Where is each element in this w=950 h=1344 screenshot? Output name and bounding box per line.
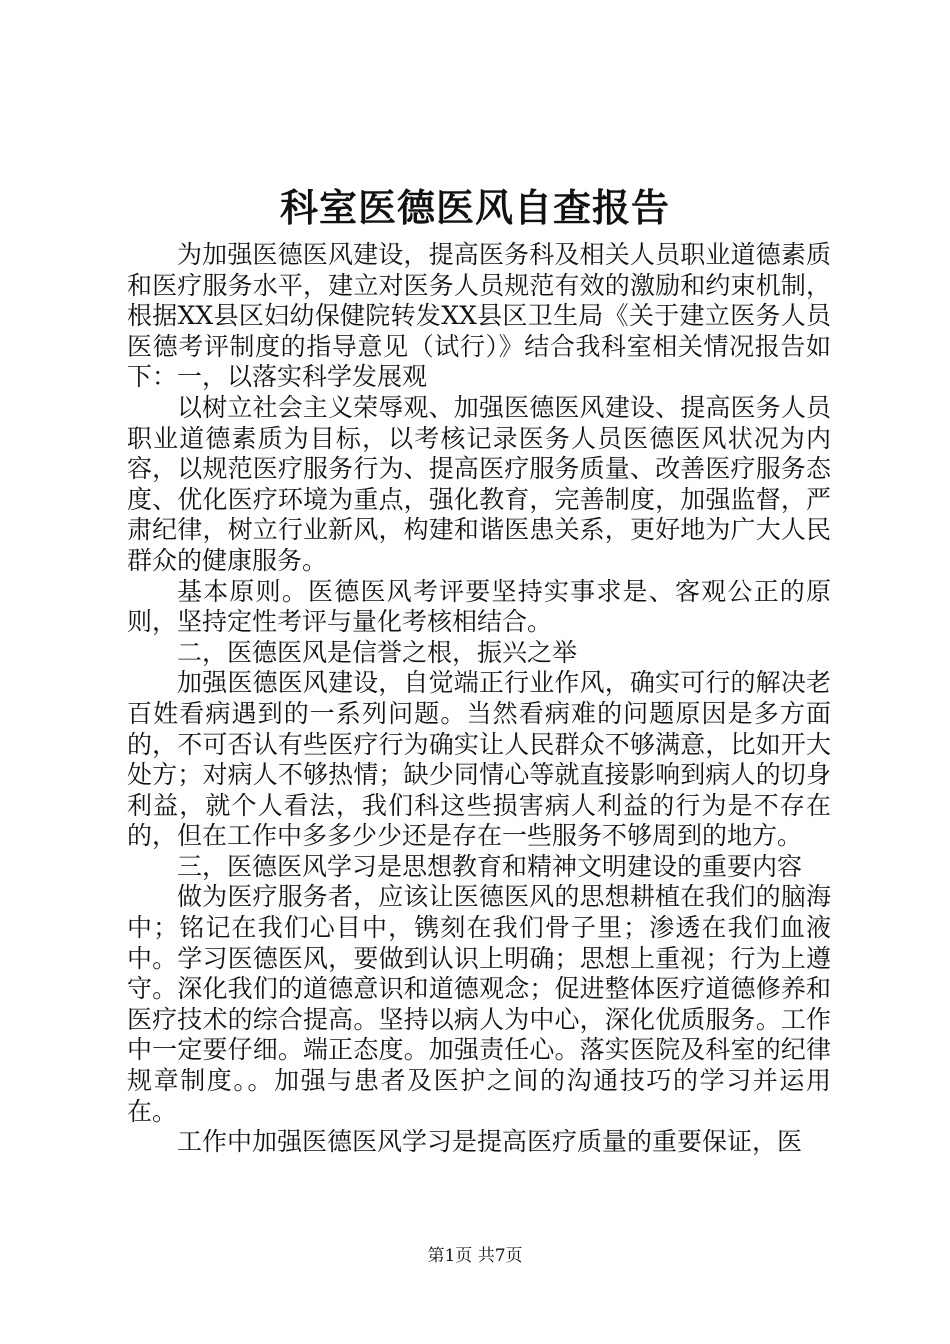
paragraph-goal: 以树立社会主义荣辱观、加强医德医风建设、提高医务人员职业道德素质为目标，以考核记录医务人员医德医风状况为内容，以规范医疗服务行为、提高医疗服务质量、改善医疗服务态度、优化医疗环境为重点，强化教育，完善制度，加强监督，严肃纪律，树立行业新风，构建和谐医患关系，更好地为广大人民群众的健康服务。 xyxy=(127,392,831,575)
paragraph-intro: 为加强医德医风建设，提高医务科及相关人员职业道德素质和医疗服务水平，建立对医务人员规范有效的激励和约束机制，根据XX县区妇幼保健院转发XX县区卫生局《关于建立医务人员医德考评制度的指导意见（试行）》结合我科室相关情况报告如下：一，以落实科学发展观 xyxy=(127,240,831,392)
paragraph-principle: 基本原则。医德医风考评要坚持实事求是、客观公正的原则，坚持定性考评与量化考核相结合。 xyxy=(127,576,831,637)
page-footer: 第1页 共7页 xyxy=(427,1246,523,1266)
paragraph-section-2: 加强医德医风建设，自觉端正行业作风，确实可行的解决老百姓看病遇到的一系列问题。当然看病难的问题原因是多方面的，不可否认有些医疗行为确实让人民群众不够满意，比如开大处方；对病人不够热情；缺少同情心等就直接影响到病人的切身利益，就个人看法，我们科这些损害病人利益的行为是不存在的，但在工作中多多少少还是存在一些服务不够周到的地方。 xyxy=(127,668,831,851)
paragraph-continued: 工作中加强医德医风学习是提高医疗质量的重要保证，医 xyxy=(177,1127,803,1157)
section-heading-2: 二，医德医风是信誉之根，振兴之举 xyxy=(177,637,578,667)
document-title: 科室医德医风自查报告 xyxy=(279,186,670,230)
document-body xyxy=(127,240,831,1158)
paragraph-section-3: 做为医疗服务者，应该让医德医风的思想耕植在我们的脑海中；铭记在我们心目中，镌刻在我们骨子里；渗透在我们血液中。学习医德医风，要做到认识上明确；思想上重视；行为上遵守。深化我们的道德意识和道德观念；促进整体医疗道德修养和医疗技术的综合提高。坚持以病人为中心，深化优质服务。工作中一定要仔细。端正态度。加强责任心。落实医院及科室的纪律规章制度。。加强与患者及医护之间的沟通技巧的学习并运用在。 xyxy=(127,882,831,1126)
section-heading-3: 三，医德医风学习是思想教育和精神文明建设的重要内容 xyxy=(177,851,803,881)
